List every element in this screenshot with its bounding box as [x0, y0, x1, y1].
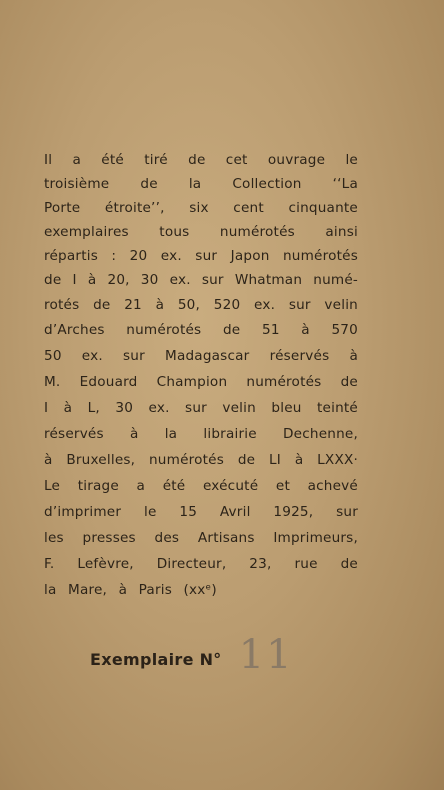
- colophon-line: Le tirage a été exécuté et achevé: [44, 478, 358, 494]
- colophon-line: M. Edouard Champion numérotés de: [44, 374, 358, 390]
- colophon-line: Il a été tiré de cet ouvrage le: [44, 152, 358, 168]
- colophon-line: réservés à la librairie Dechenne,: [44, 426, 358, 442]
- colophon-line: d’imprimer le 15 Avril 1925, sur: [44, 504, 358, 520]
- colophon-line: rotés de 21 à 50, 520 ex. sur velin: [44, 297, 358, 313]
- colophon-line: F. Lefèvre, Directeur, 23, rue de: [44, 556, 358, 572]
- copy-number-label: Exemplaire N°: [90, 650, 222, 669]
- colophon-line: répartis : 20 ex. sur Japon numérotés: [44, 248, 358, 264]
- copy-number-value: 11: [238, 632, 294, 678]
- colophon-line: exemplaires tous numérotés ainsi: [44, 224, 358, 240]
- colophon-line: troisième de la Collection ‘‘La: [44, 176, 358, 192]
- colophon-line: I à L, 30 ex. sur velin bleu teinté: [44, 400, 358, 416]
- colophon-line: les presses des Artisans Imprimeurs,: [44, 530, 358, 546]
- colophon-line: de I à 20, 30 ex. sur Whatman numé-: [44, 272, 358, 288]
- colophon-line: 50 ex. sur Madagascar réservés à: [44, 348, 358, 364]
- colophon-line: Porte étroite’’, six cent cinquante: [44, 200, 358, 216]
- copy-number-line: [90, 632, 294, 678]
- colophon-line: la Mare, à Paris (xxᵉ): [44, 582, 217, 598]
- colophon-line: à Bruxelles, numérotés de LI à LXXX·: [44, 452, 358, 468]
- colophon-line: d’Arches numérotés de 51 à 570: [44, 322, 358, 338]
